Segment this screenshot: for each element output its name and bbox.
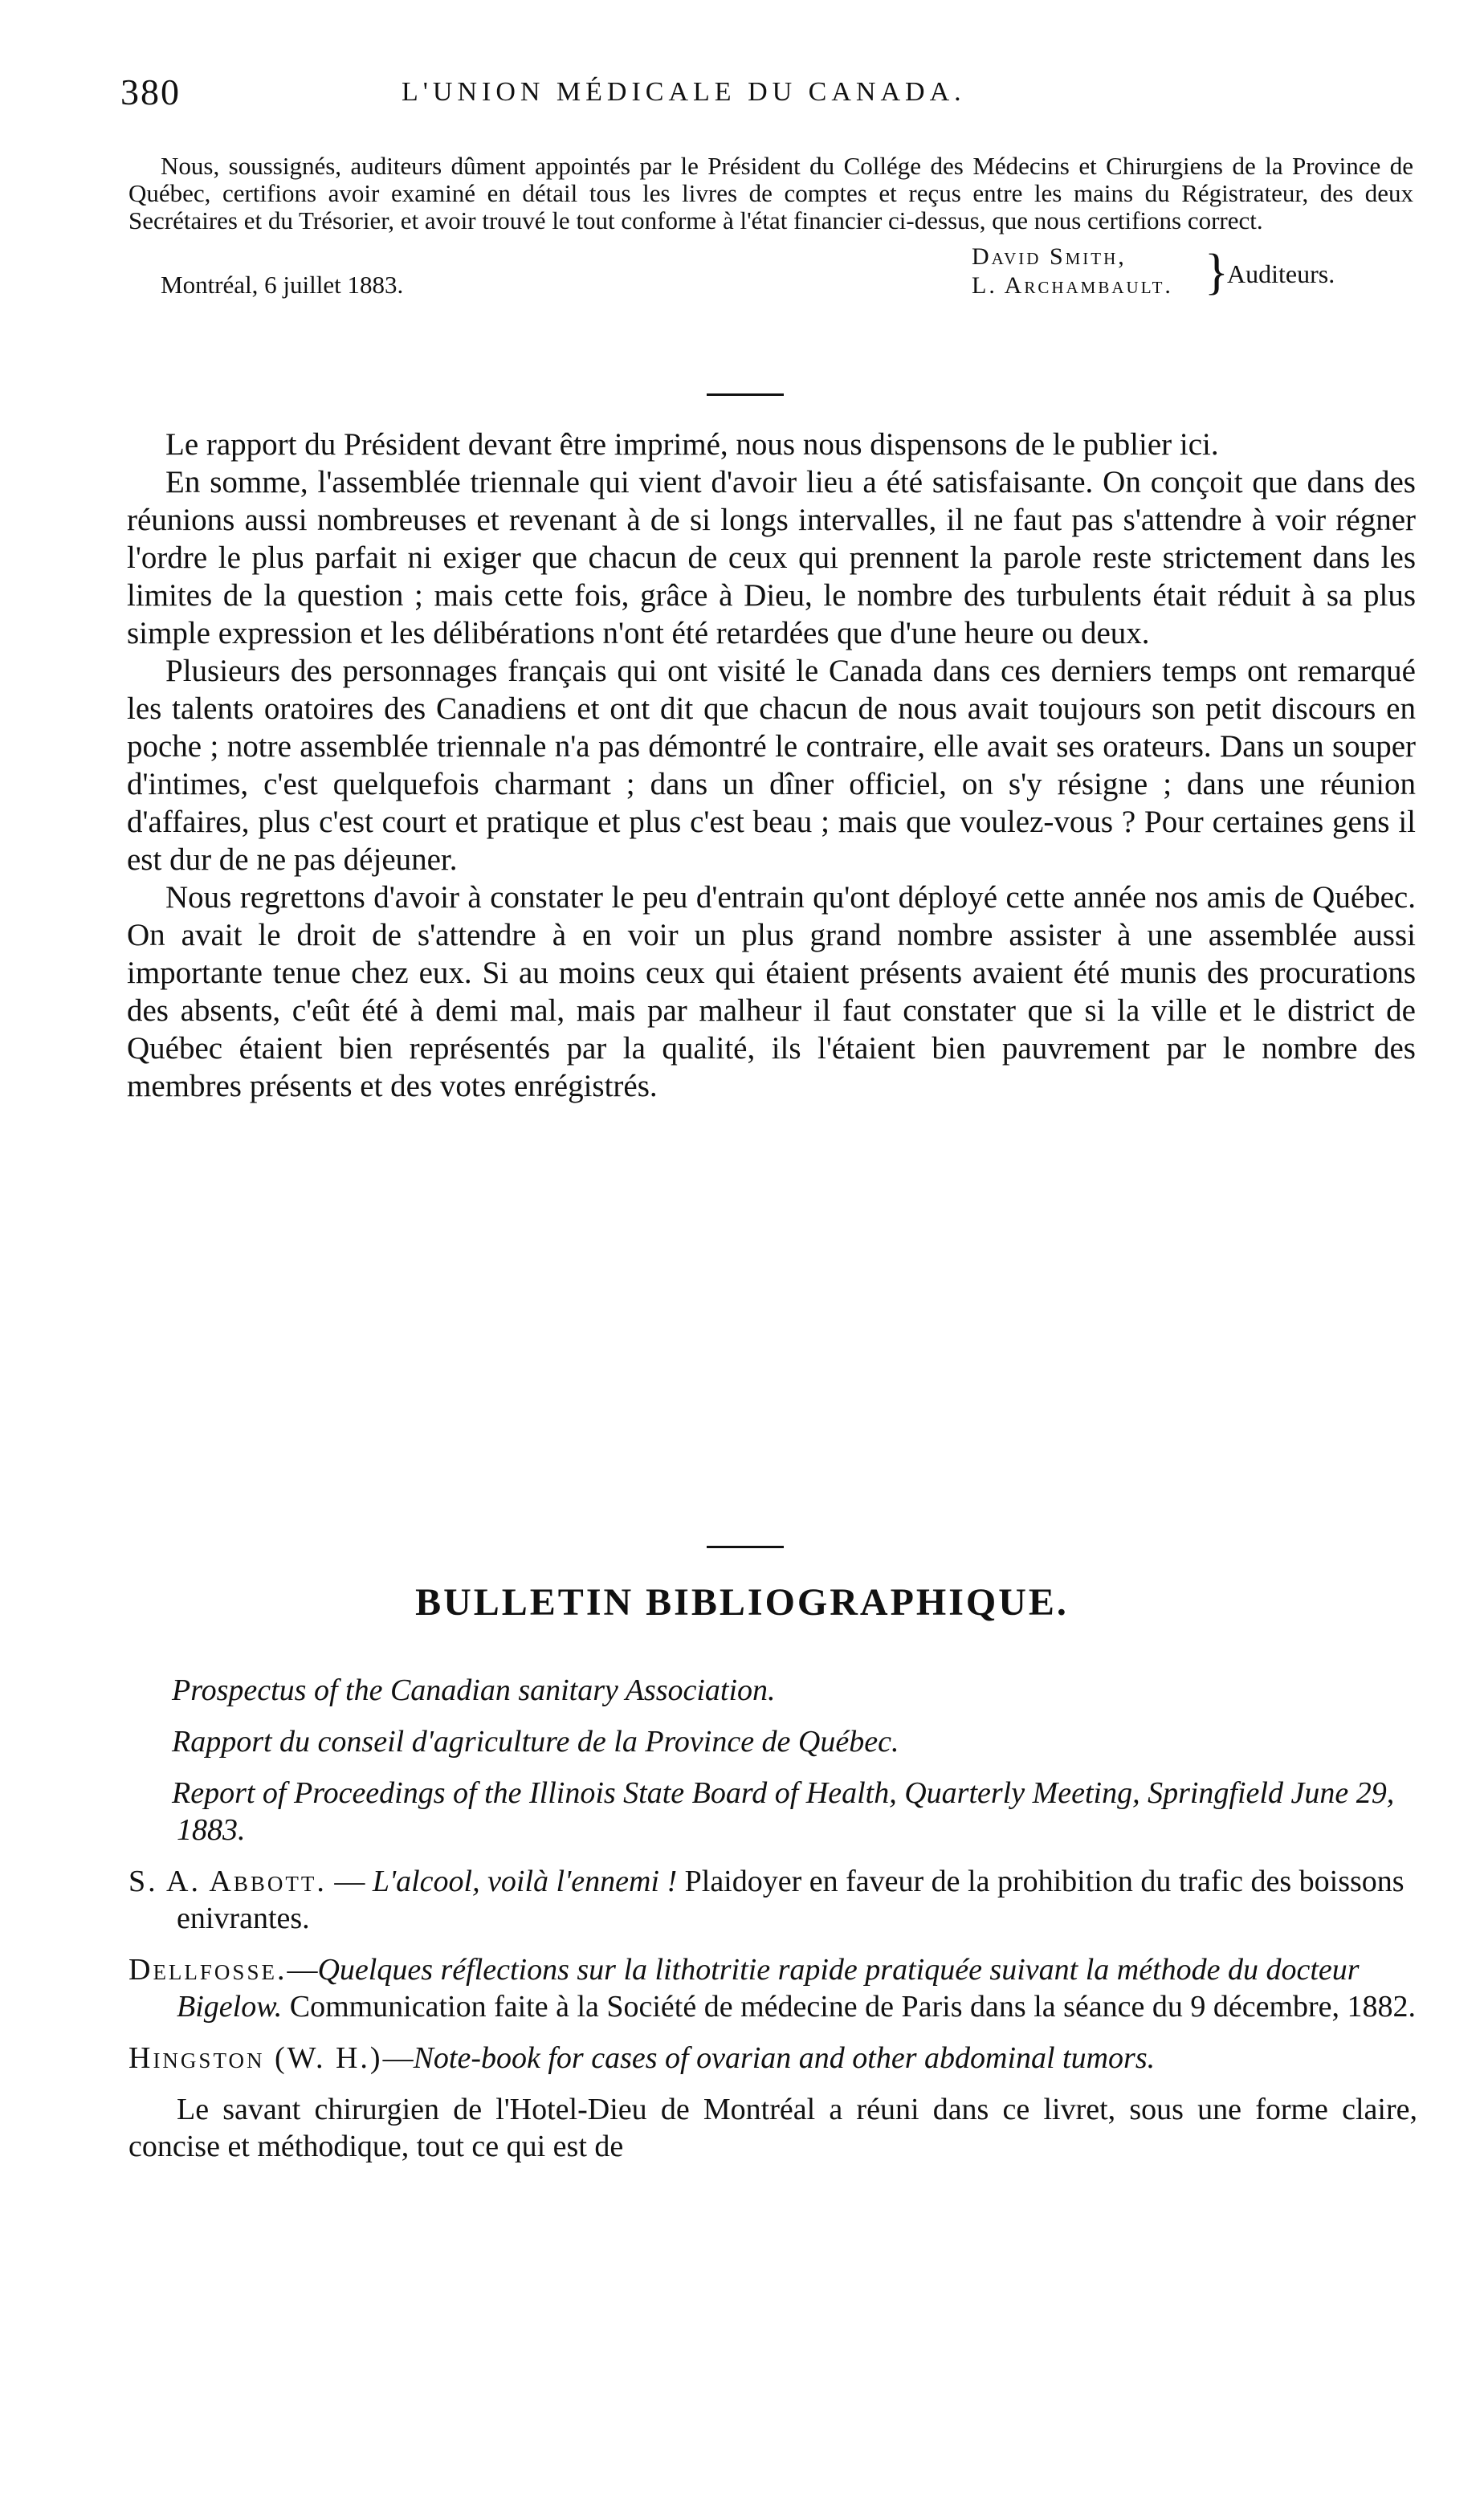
running-head: [0, 71, 1484, 119]
entry-title: Rapport du conseil d'agriculture de la Province de Québec.: [172, 1725, 899, 1759]
entry-title: L'alcool, voilà l'ennemi !: [372, 1865, 678, 1898]
audit-place-date: Montréal, 6 juillet 1883.: [161, 271, 404, 299]
bibliography-entry: [128, 1723, 1417, 1760]
paragraph: Plusieurs des personnages français qui ont visité le Canada dans ces derniers temps ont remarqué les talents oratoires des Canadiens et ont dit que chacun de nous avait toujours son petit discours en poche ; notre assemblée triennale n'a pas démontré le contraire, elle avait ses orateurs. Dans un souper d'intimes, c'est quelquefois charmant ; dans un dîner officiel, on s'y résigne ; dans une réunion d'affaires, plus c'est court et pratique et plus c'est beau ; mais que voulez-vous ? Pour certaines gens il est dur de ne pas déjeuner.: [127, 654, 1416, 877]
section-divider: [707, 1546, 784, 1548]
entry-title: Note-book for cases of ovarian and other abdominal tumors.: [413, 2041, 1156, 2075]
page-number: 380: [120, 71, 181, 112]
brace-glyph: }: [1205, 245, 1229, 300]
entry-author: S. A. Abbott.: [128, 1865, 327, 1898]
entry-author: Dellfosse.: [128, 1953, 287, 1987]
entry-title: Prospectus of the Canadian sanitary Association.: [172, 1673, 776, 1707]
entry-author: Hingston (W. H.): [128, 2041, 383, 2075]
section-divider: [707, 393, 784, 396]
bibliography-entry: [128, 1672, 1417, 1709]
bibliography-entry: S. A. Abbott. — L'alcool, voilà l'ennemi ! Plaidoyer en faveur de la prohibition du trafic des boissons enivrantes.: [128, 1865, 1404, 1935]
audit-signature-block: [128, 239, 1413, 320]
entry-title: Quelques réflections sur la lithotritie rapide pratiquée suivant la méthode du docteur Bigelow.: [177, 1953, 1360, 2024]
paragraph: Le rapport du Président devant être imprimé, nous nous dispensons de le publier ici.: [165, 427, 1219, 462]
bibliography-list: [128, 1672, 1417, 2165]
bibliography-entry: Dellfosse.—Quelques réflections sur la lithotritie rapide pratiquée suivant la méthode du docteur Bigelow. Communication faite à la Société de médecine de Paris dans la séance du 9 décembre, 1882.: [128, 1953, 1417, 2024]
bulletin-heading: BULLETIN BIBLIOGRAPHIQUE.: [415, 1581, 1069, 1624]
bibliography-entry: Hingston (W. H.)—Note-book for cases of ovarian and other abdominal tumors.: [128, 2041, 1156, 2075]
auditor-name: L. Archambault.: [972, 272, 1173, 299]
bibliography-entry: [128, 1775, 1417, 1849]
entry-title: Report of Proceedings of the Illinois State Board of Health, Quarterly Meeting, Springfield June 29, 1883.: [172, 1776, 1395, 1847]
article-body: [127, 426, 1416, 1105]
paragraph: En somme, l'assemblée triennale qui vient d'avoir lieu a été satisfaisante. On conçoit que dans des réunions aussi nombreuses et revenant à de si longs intervalles, il ne faut pas s'attendre à voir régner l'ordre le plus parfait ni exiger que chacun de ceux qui prennent la parole reste strictement dans les limites de la question ; mais cette fois, grâce à Dieu, le nombre des turbulents était réduit à sa plus simple expression et les délibérations n'ont été retardées que d'une heure ou deux.: [127, 465, 1416, 650]
review-paragraph: Le savant chirurgien de l'Hotel-Dieu de Montréal a réuni dans ce livret, sous une forme claire, concise et méthodique, tout ce qui est de: [128, 2093, 1417, 2163]
audit-text: Nous, soussignés, auditeurs dûment appointés par le Président du Collége des Médecins et Chirurgiens de la Province de Québec, certifions avoir examiné en détail tous les livres de comptes et reçus entre les mains du Régistrateur, des deux Secrétaires et du Trésorier, et avoir trouvé le tout conforme à l'état financier ci-dessus, que nous certifions correct.: [128, 152, 1413, 234]
paragraph: Nous regrettons d'avoir à constater le peu d'entrain qu'ont déployé cette année nos amis de Québec. On avait le droit de s'attendre à en voir un plus grand nombre assister à une assemblée aussi importante tenue chez eux. Si au moins ceux qui étaient présents avaient été munis des procurations des absents, c'eût été à demi mal, mais par malheur il faut constater que si la ville et le district de Québec étaient bien représentés par la qualité, ils l'étaient bien pauvrement par le nombre des membres présents et des votes enrégistrés.: [127, 880, 1416, 1103]
audit-statement: [128, 153, 1413, 320]
auditor-role: Auditeurs.: [1227, 259, 1335, 288]
entry-description: Communication faite à la Société de médecine de Paris dans la séance du 9 décembre, 1882.: [289, 1990, 1417, 2024]
auditor-name: David Smith,: [972, 243, 1127, 270]
journal-title: L'UNION MÉDICALE DU CANADA.: [402, 77, 966, 107]
entry-description: Plaidoyer en faveur de la prohibition du trafic des boissons enivrantes.: [177, 1865, 1404, 1935]
auditor-names: [972, 243, 1173, 300]
